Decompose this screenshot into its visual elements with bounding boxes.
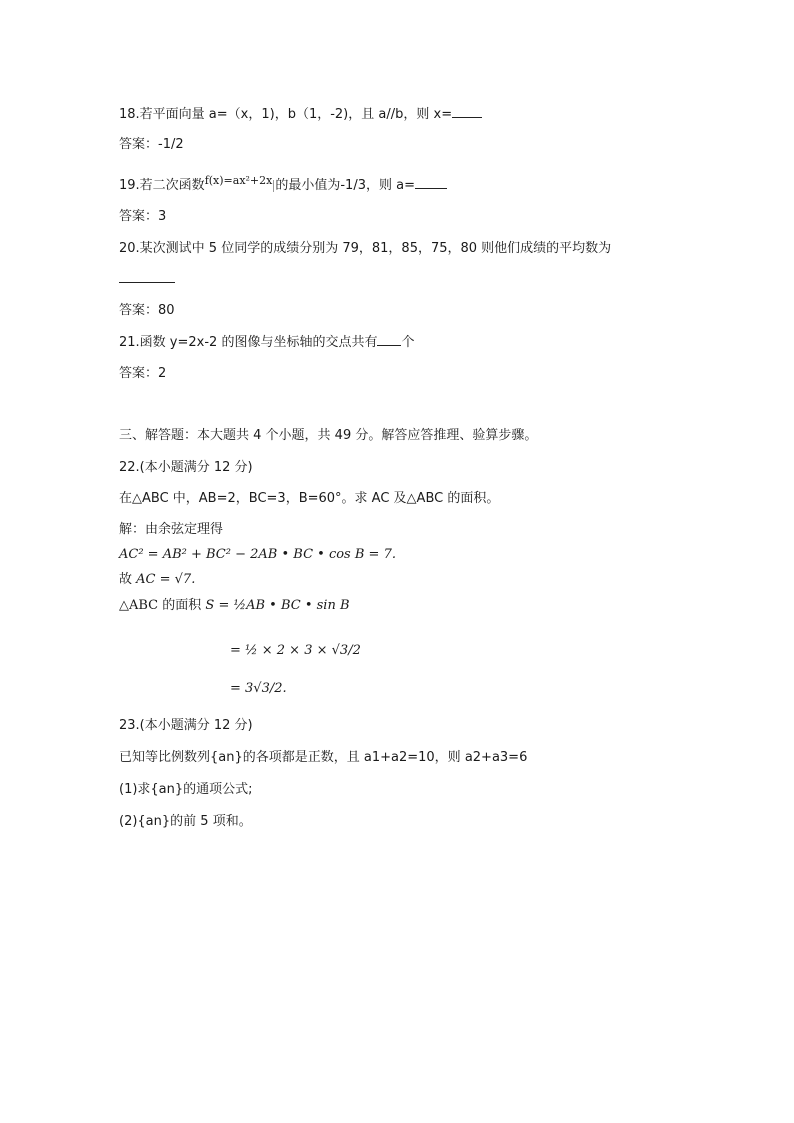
- answer-blank: [377, 333, 401, 346]
- question-22-header: 22.(本小题满分 12 分): [119, 460, 253, 475]
- equation-5: = 3√3/2.: [230, 681, 287, 696]
- question-21-text-a: 21.函数 y=2x-2 的图像与坐标轴的交点共有: [119, 335, 378, 350]
- question-19-text-a: 19.若二次函数: [119, 178, 205, 193]
- question-23-part1: (1)求{an}的通项公式;: [119, 782, 253, 797]
- answer-18: 答案：-1/2: [119, 137, 184, 152]
- answer-blank-20: [119, 270, 175, 289]
- equation-1: AC² = AB² + BC² − 2AB • BC • cos B = 7.: [119, 547, 396, 562]
- solution-intro: 解：由余弦定理得: [119, 522, 224, 537]
- question-20: 20.某次测试中 5 位同学的成绩分别为 79，81，85，75，80 则他们成绩的平均数为: [119, 241, 612, 256]
- question-23-text: 已知等比例数列{an}的各项都是正数，且 a1+a2=10，则 a2+a3=6: [119, 750, 528, 765]
- question-18-text: 18.若平面向量 a=（x，1)，b（1，-2)，且 a//b，则 x=: [119, 107, 453, 122]
- question-19: [119, 176, 447, 195]
- answer-blank: [119, 270, 175, 283]
- question-19-text-b: 的最小值为-1/3，则 a=: [275, 178, 415, 193]
- section-heading: 三、解答题：本大题共 4 个小题，共 49 分。解答应答推理、验算步骤。: [119, 428, 538, 443]
- equation-4: = ½ × 2 × 3 × √3/2: [230, 643, 361, 658]
- question-21: [119, 333, 414, 352]
- equation-3-prefix: △ABC 的面积: [119, 598, 202, 613]
- equation-2-prefix: 故: [119, 572, 133, 587]
- question-23-header: 23.(本小题满分 12 分): [119, 718, 253, 733]
- question-21-text-b: 个: [401, 335, 415, 350]
- equation-2-expr: AC = √7.: [136, 572, 196, 587]
- answer-blank: [452, 105, 482, 118]
- answer-20: 答案：80: [119, 303, 175, 318]
- equation-2: [119, 571, 195, 589]
- question-22-text: 在△ABC 中，AB=2，BC=3，B=60°。求 AC 及△ABC 的面积。: [119, 491, 500, 506]
- question-23-part2: (2){an}的前 5 项和。: [119, 814, 252, 829]
- equation-3: [119, 597, 350, 615]
- answer-21: 答案：2: [119, 366, 167, 381]
- answer-blank: [415, 176, 447, 189]
- answer-19: 答案：3: [119, 209, 167, 224]
- question-18: [119, 105, 482, 124]
- equation-3-expr: S = ½AB • BC • sin B: [205, 598, 350, 613]
- function-formula: f(x)=ax²+2x: [204, 174, 273, 187]
